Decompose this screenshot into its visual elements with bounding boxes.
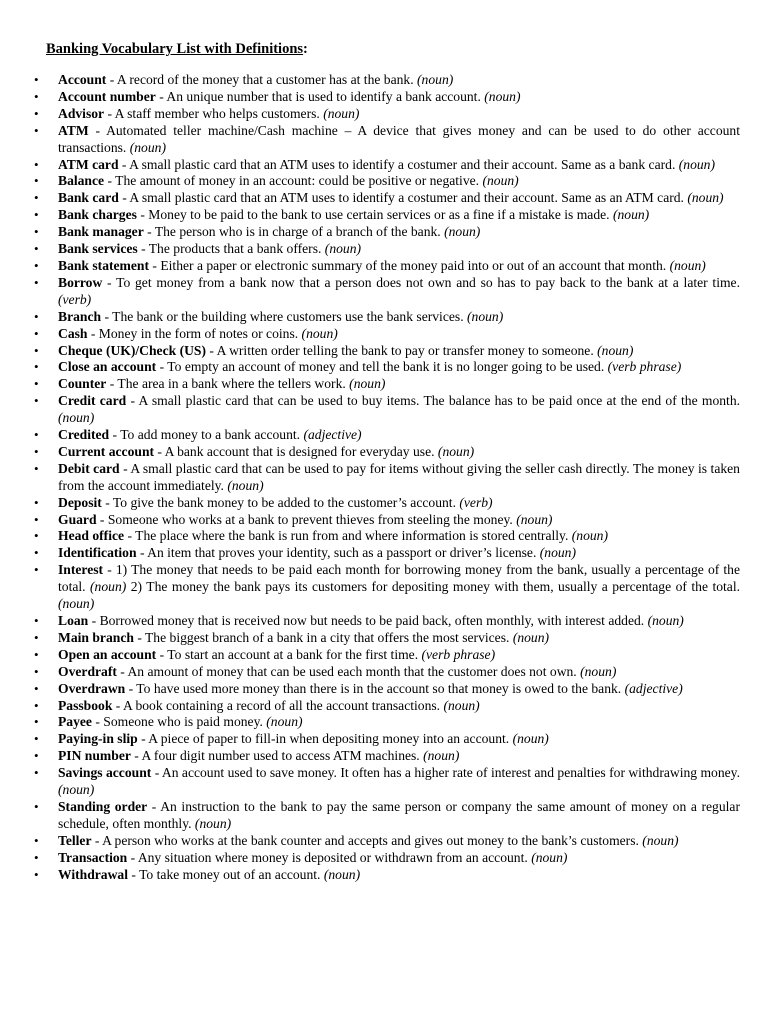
list-item xyxy=(34,867,740,884)
bullet-icon: • xyxy=(34,241,39,257)
bullet-icon: • xyxy=(34,274,39,290)
part-of-speech: (noun) xyxy=(467,308,504,324)
term-separator: - xyxy=(119,460,131,476)
bullet-icon: • xyxy=(34,308,39,324)
definition-text: The products that a bank offers. xyxy=(148,241,325,257)
definition-text: A bank account that is designed for everyday use. xyxy=(164,443,438,459)
term-label: Open an account xyxy=(58,646,157,662)
term-label: PIN number xyxy=(58,748,131,764)
term-label: Standing order xyxy=(58,798,148,814)
list-item xyxy=(34,748,740,765)
list-item xyxy=(34,545,740,562)
term-separator: - xyxy=(136,207,149,223)
part-of-speech: (noun) xyxy=(647,613,684,628)
list-item xyxy=(34,190,740,207)
definition-text: A written order telling the bank to pay or transfer money to someone. xyxy=(216,342,598,358)
term-separator: - xyxy=(143,224,155,240)
term-label: ATM xyxy=(58,122,89,138)
bullet-icon: • xyxy=(34,798,39,814)
term-label: Current account xyxy=(58,443,155,459)
term-separator: - xyxy=(91,714,104,730)
term-label: Bank card xyxy=(58,190,119,206)
definition-text: To give the bank money to be added to the customer’s account. xyxy=(112,494,460,510)
bullet-icon: • xyxy=(34,629,39,645)
definition-text: 1) The money that needs to be paid each month for borrowing money from the bank, usually a percentage of the total. xyxy=(58,562,741,595)
definition-text: The bank or the building where customers use the bank services. xyxy=(112,308,467,324)
definition-text: Any situation where money is deposited or withdrawn from an account. xyxy=(137,849,532,865)
part-of-speech: (verb) xyxy=(459,494,493,510)
list-item xyxy=(34,799,740,833)
part-of-speech: (noun) xyxy=(531,849,568,865)
part-of-speech: (noun) xyxy=(597,342,634,358)
list-item xyxy=(34,698,740,715)
part-of-speech: (noun) xyxy=(90,579,127,595)
definition-text: To take money out of an account. xyxy=(139,866,324,882)
term-label: Account xyxy=(58,72,107,87)
part-of-speech: (noun) xyxy=(516,511,553,527)
bullet-icon: • xyxy=(34,156,39,172)
term-label: Credited xyxy=(58,427,110,443)
term-label: Account number xyxy=(58,88,156,104)
list-item xyxy=(34,326,740,343)
term-separator: - xyxy=(128,866,140,882)
part-of-speech: (noun) xyxy=(324,241,362,257)
definition-text: The place where the bank is run from and where information is stored centrally. xyxy=(135,528,572,544)
part-of-speech: (noun) xyxy=(444,224,481,240)
term-separator: - xyxy=(206,342,217,358)
definition-text: A staff member who helps customers. xyxy=(114,105,324,121)
term-separator: - xyxy=(91,832,103,848)
term-label: Branch xyxy=(58,308,102,324)
part-of-speech: (verb phrase) xyxy=(607,359,682,375)
definition-text: An instruction to the bank to pay the same person or company the same amount of money on a regular schedule, often monthly. xyxy=(58,798,740,831)
term-separator: - xyxy=(137,241,149,257)
list-item xyxy=(34,376,740,393)
term-label: Credit card xyxy=(58,393,127,409)
term-label: Cheque (UK)/Check (US) xyxy=(58,342,207,358)
term-label: Bank manager xyxy=(58,224,144,240)
bullet-icon: • xyxy=(34,697,39,713)
definition-text: A small plastic card that can be used to pay for items without giving the seller cash directly. The money is taken from the account immediately. xyxy=(58,460,740,493)
part-of-speech: (noun) xyxy=(571,528,608,544)
definition-text: The amount of money in an account: could be positive or negative. xyxy=(115,173,483,189)
term-separator: - xyxy=(101,494,113,510)
bullet-icon: • xyxy=(34,325,39,341)
part-of-speech: (noun) xyxy=(423,748,460,764)
bullet-icon: • xyxy=(34,680,39,696)
list-item xyxy=(34,173,740,190)
part-of-speech: (noun) xyxy=(678,156,715,172)
bullet-icon: • xyxy=(34,207,39,223)
list-item xyxy=(34,765,740,799)
term-separator: - xyxy=(112,697,123,713)
list-item xyxy=(34,461,740,495)
bullet-icon: • xyxy=(34,224,39,240)
term-separator: - xyxy=(156,646,168,662)
term-label: Counter xyxy=(58,376,107,392)
term-label: Payee xyxy=(58,714,92,730)
term-separator: - xyxy=(96,511,108,527)
bullet-icon: • xyxy=(34,663,39,679)
part-of-speech: (noun) xyxy=(323,105,360,121)
term-label: Bank charges xyxy=(58,207,137,223)
list-item xyxy=(34,833,740,850)
definition-text: Money to be paid to the bank to use certain services or as a fine if a mistake is made. xyxy=(148,207,613,223)
term-separator: - xyxy=(124,528,136,544)
term-separator: - xyxy=(87,325,99,341)
part-of-speech: (noun) xyxy=(349,376,386,392)
term-label: Overdraft xyxy=(58,663,117,679)
bullet-icon: • xyxy=(34,342,39,358)
bullet-icon: • xyxy=(34,765,39,781)
term-separator: - xyxy=(125,680,137,696)
part-of-speech: (verb phrase) xyxy=(421,646,496,662)
part-of-speech: (noun) xyxy=(301,325,338,341)
bullet-icon: • xyxy=(34,72,39,87)
bullet-icon: • xyxy=(34,393,39,409)
term-separator: - xyxy=(101,308,113,324)
term-separator: - xyxy=(118,156,130,172)
bullet-icon: • xyxy=(34,714,39,730)
term-separator: - xyxy=(109,427,121,443)
list-item xyxy=(34,681,740,698)
part-of-speech: (noun) xyxy=(612,207,650,223)
definition-text: A small plastic card that can be used to buy items. The balance has to be paid once at the end of the month. xyxy=(138,393,741,409)
definition-text: A small plastic card that an ATM uses to identify a costumer and their account. Same as an ATM card. xyxy=(129,190,688,206)
list-item xyxy=(34,512,740,529)
document-title-text: Banking Vocabulary List with Definitions xyxy=(46,41,304,57)
list-item xyxy=(34,157,740,174)
term-label: Main branch xyxy=(58,629,134,645)
term-label: Identification xyxy=(58,545,137,561)
part-of-speech: (noun) xyxy=(58,782,95,798)
part-of-speech: (noun) xyxy=(687,190,724,206)
definition-text: A book containing a record of all the account transactions. xyxy=(122,697,444,713)
bullet-icon: • xyxy=(34,613,39,628)
definition-text: To have used more money than there is in the account so that money is owed to the bank. xyxy=(136,680,625,696)
definition-text: An unique number that is used to identify a bank account. xyxy=(166,88,485,104)
bullet-icon: • xyxy=(34,460,39,476)
term-label: Advisor xyxy=(58,105,105,121)
definition-text: Borrowed money that is received now but needs to be paid back, often monthly, with interest added. xyxy=(99,613,648,628)
list-item xyxy=(34,309,740,326)
definition-text: Automated teller machine/Cash machine – A device that gives money and can be used to do other account transactions. xyxy=(58,122,740,155)
term-separator: - xyxy=(88,613,100,628)
term-label: Bank services xyxy=(58,241,138,257)
term-separator: - xyxy=(103,562,116,578)
list-item xyxy=(34,495,740,512)
bullet-icon: • xyxy=(34,376,39,392)
term-separator: - xyxy=(118,190,130,206)
list-item xyxy=(34,207,740,224)
definition-text: A piece of paper to fill-in when depositing money into an account. xyxy=(148,731,513,747)
document-title-colon: : xyxy=(303,41,308,57)
list-item xyxy=(34,393,740,427)
list-item xyxy=(34,714,740,731)
part-of-speech-2: (noun) xyxy=(58,596,95,612)
bullet-icon: • xyxy=(34,257,39,273)
definition-text: An amount of money that can be used each month that the customer does not own. xyxy=(127,663,581,679)
term-separator: - xyxy=(127,849,138,865)
part-of-speech: (adjective) xyxy=(624,680,683,696)
list-item xyxy=(34,647,740,664)
part-of-speech: (noun) xyxy=(443,697,480,713)
term-label: ATM card xyxy=(58,156,119,172)
list-item xyxy=(34,123,740,157)
term-label: Head office xyxy=(58,528,125,544)
term-separator: - xyxy=(133,629,145,645)
part-of-speech: (noun) xyxy=(669,257,706,273)
part-of-speech: (noun) xyxy=(323,866,361,882)
term-label: Paying-in slip xyxy=(58,731,138,747)
term-label: Overdrawn xyxy=(58,680,126,696)
term-separator: - xyxy=(136,545,148,561)
term-label: Guard xyxy=(58,511,97,527)
part-of-speech: (noun) xyxy=(482,173,519,189)
bullet-icon: • xyxy=(34,494,39,510)
list-item xyxy=(34,613,740,630)
term-separator: - xyxy=(149,257,161,273)
vocabulary-list xyxy=(34,72,740,884)
term-separator: - xyxy=(147,798,161,814)
list-item xyxy=(34,359,740,376)
definition-text: The person who is in charge of a branch of the bank. xyxy=(154,224,445,240)
bullet-icon: • xyxy=(34,173,39,189)
part-of-speech: (noun) xyxy=(417,72,454,87)
bullet-icon: • xyxy=(34,88,39,104)
definition-text: An item that proves your identity, such as a passport or driver’s license. xyxy=(147,545,540,561)
list-item xyxy=(34,89,740,106)
term-separator: - xyxy=(102,274,117,290)
list-item xyxy=(34,731,740,748)
bullet-icon: • xyxy=(34,427,39,443)
term-label: Close an account xyxy=(58,359,157,375)
term-label: Passbook xyxy=(58,697,113,713)
list-item xyxy=(34,562,740,613)
definition-text: A four digit number used to access ATM machines. xyxy=(141,748,424,764)
term-separator: - xyxy=(126,393,139,409)
list-item xyxy=(34,241,740,258)
bullet-icon: • xyxy=(34,731,39,747)
part-of-speech: (noun) xyxy=(642,832,679,848)
term-label: Interest xyxy=(58,562,104,578)
bullet-icon: • xyxy=(34,528,39,544)
list-item xyxy=(34,528,740,545)
part-of-speech: (noun) xyxy=(227,477,264,493)
definition-text: To get money from a bank now that a person does not own and so has to pay back to the bank at a later time. xyxy=(116,274,740,290)
document-title xyxy=(46,40,740,58)
list-item xyxy=(34,850,740,867)
definition-text-2: 2) The money the bank pays its customers for depositing money with them, usually a percentage of the total. xyxy=(126,579,741,595)
part-of-speech: (adjective) xyxy=(303,427,362,443)
definition-text: To empty an account of money and tell the bank it is no longer going to be used. xyxy=(167,359,608,375)
definition-text: Someone who works at a bank to prevent thieves from steeling the money. xyxy=(107,511,517,527)
term-separator: - xyxy=(116,663,128,679)
term-separator: - xyxy=(104,105,115,121)
bullet-icon: • xyxy=(34,122,39,138)
list-item xyxy=(34,224,740,241)
term-label: Withdrawal xyxy=(58,866,128,882)
term-separator: - xyxy=(154,443,165,459)
part-of-speech: (noun) xyxy=(266,714,303,730)
term-separator: - xyxy=(88,122,107,138)
definition-text: To add money to a bank account. xyxy=(120,427,304,443)
part-of-speech: (noun) xyxy=(194,815,232,831)
list-item xyxy=(34,427,740,444)
term-label: Teller xyxy=(58,832,92,848)
definition-text: A person who works at the bank counter and accepts and gives out money to the bank’s customers. xyxy=(102,832,643,848)
definition-text: The area in a bank where the tellers work. xyxy=(117,376,350,392)
definition-text: The biggest branch of a bank in a city that offers the most services. xyxy=(145,629,513,645)
definition-text: Either a paper or electronic summary of the money paid into or out of an account that month. xyxy=(160,257,670,273)
list-item xyxy=(34,664,740,681)
part-of-speech: (noun) xyxy=(129,139,166,155)
term-separator: - xyxy=(156,359,168,375)
term-separator: - xyxy=(151,765,162,781)
definition-text: Someone who is paid money. xyxy=(103,714,267,730)
bullet-icon: • xyxy=(34,443,39,459)
bullet-icon: • xyxy=(34,866,39,882)
bullet-icon: • xyxy=(34,748,39,764)
term-label: Bank statement xyxy=(58,257,150,273)
term-separator: - xyxy=(104,173,116,189)
term-label: Debit card xyxy=(58,460,120,476)
part-of-speech: (verb) xyxy=(58,291,92,307)
list-item xyxy=(34,106,740,123)
list-item xyxy=(34,343,740,360)
bullet-icon: • xyxy=(34,562,39,578)
term-label: Borrow xyxy=(58,274,103,290)
list-item xyxy=(34,630,740,647)
term-label: Transaction xyxy=(58,849,128,865)
term-label: Balance xyxy=(58,173,105,189)
bullet-icon: • xyxy=(34,849,39,865)
term-separator: - xyxy=(155,88,167,104)
part-of-speech: (noun) xyxy=(580,663,617,679)
term-label: Loan xyxy=(58,613,89,628)
term-separator: - xyxy=(130,748,142,764)
term-separator: - xyxy=(106,376,118,392)
definition-text: An account used to save money. It often has a higher rate of interest and penalties for withdrawing money. xyxy=(161,765,740,781)
definition-text: A small plastic card that an ATM uses to identify a costumer and their account. Same as a bank card. xyxy=(129,156,679,172)
bullet-icon: • xyxy=(34,646,39,662)
part-of-speech: (noun) xyxy=(512,731,549,747)
list-item xyxy=(34,444,740,461)
bullet-icon: • xyxy=(34,190,39,206)
part-of-speech: (noun) xyxy=(437,443,475,459)
part-of-speech: (noun) xyxy=(539,545,576,561)
bullet-icon: • xyxy=(34,359,39,375)
definition-text: A record of the money that a customer has at the bank. xyxy=(116,72,418,87)
bullet-icon: • xyxy=(34,511,39,527)
list-item xyxy=(34,275,740,309)
part-of-speech: (noun) xyxy=(484,88,521,104)
definition-text: To start an account at a bank for the first time. xyxy=(167,646,422,662)
part-of-speech: (noun) xyxy=(58,410,95,426)
term-label: Deposit xyxy=(58,494,102,510)
definition-text: Money in the form of notes or coins. xyxy=(98,325,302,341)
list-item xyxy=(34,72,740,89)
list-item xyxy=(34,258,740,275)
bullet-icon: • xyxy=(34,545,39,561)
bullet-icon: • xyxy=(34,105,39,121)
term-label: Savings account xyxy=(58,765,152,781)
bullet-icon: • xyxy=(34,832,39,848)
term-separator: - xyxy=(106,72,117,87)
part-of-speech: (noun) xyxy=(512,629,550,645)
term-label: Cash xyxy=(58,325,88,341)
term-separator: - xyxy=(137,731,149,747)
